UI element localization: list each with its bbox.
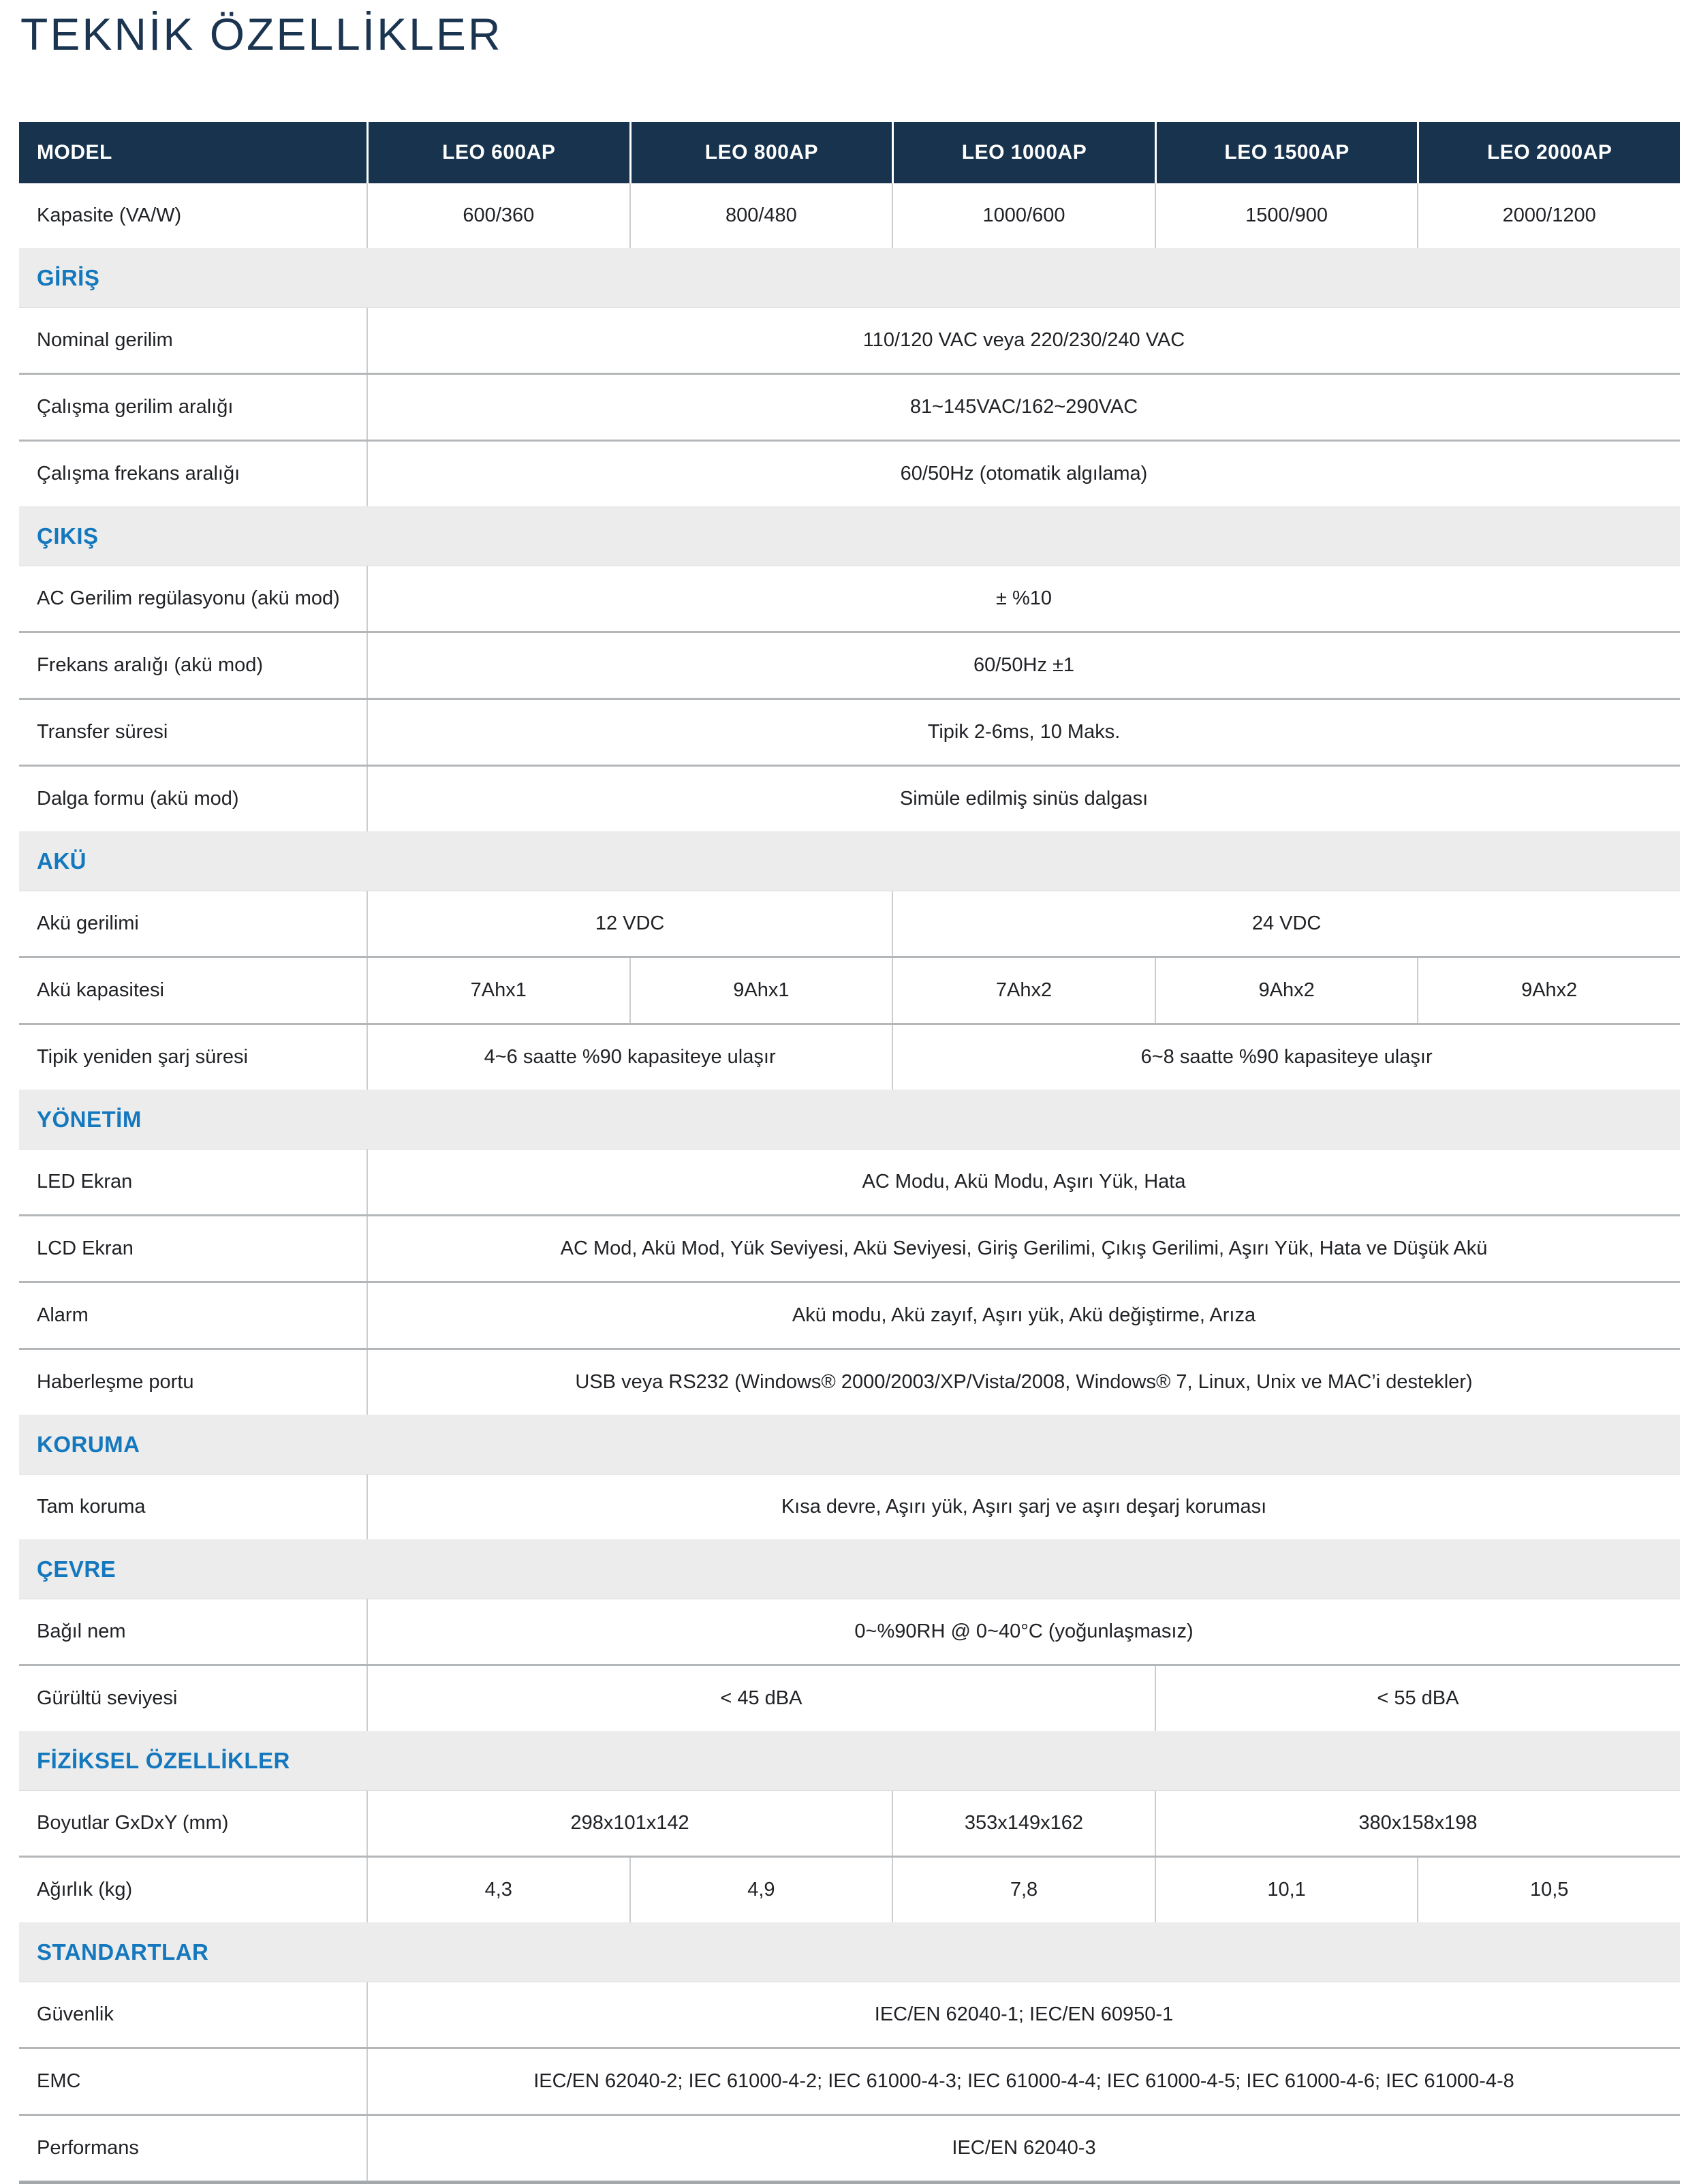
spec-value-cell: AC Modu, Akü Modu, Aşırı Yük, Hata bbox=[367, 1150, 1680, 1214]
section-title: ÇIKIŞ bbox=[37, 523, 99, 549]
spec-row bbox=[19, 765, 1680, 831]
spec-row-label: LCD Ekran bbox=[37, 1237, 134, 1260]
spec-value-cell: Akü modu, Akü zayıf, Aşırı yük, Akü değiştirme, Arıza bbox=[367, 1283, 1680, 1348]
spec-value-cell: IEC/EN 62040-3 bbox=[367, 2116, 1680, 2181]
spec-row-label: Bağıl nem bbox=[37, 1620, 126, 1643]
spec-row-label: Güvenlik bbox=[37, 2003, 114, 2026]
spec-row bbox=[19, 307, 1680, 373]
spec-row-label: Tipik yeniden şarj süresi bbox=[37, 1046, 248, 1068]
spec-row bbox=[19, 2114, 1680, 2181]
section-band-row bbox=[19, 831, 1680, 891]
page bbox=[0, 11, 1699, 2184]
spec-value-cell: 4,3 bbox=[367, 1858, 629, 1922]
spec-row-label: EMC bbox=[37, 2070, 81, 2093]
header-model-label: MODEL bbox=[37, 141, 112, 164]
spec-row-label: LED Ekran bbox=[37, 1171, 133, 1193]
header-model-column: LEO 1000AP bbox=[892, 122, 1155, 183]
spec-value-cell: 4,9 bbox=[629, 1858, 892, 1922]
section-band-row bbox=[19, 506, 1680, 566]
spec-row bbox=[19, 1214, 1680, 1281]
spec-value-cell: 7,8 bbox=[892, 1858, 1155, 1922]
spec-value-cell: 4~6 saatte %90 kapasiteye ulaşır bbox=[367, 1025, 892, 1090]
spec-value-cell: 1500/900 bbox=[1155, 183, 1418, 248]
section-title: KORUMA bbox=[37, 1431, 140, 1457]
spec-value-cell: Kısa devre, Aşırı yük, Aşırı şarj ve aşırı deşarj koruması bbox=[367, 1475, 1680, 1539]
spec-value-cell: IEC/EN 62040-1; IEC/EN 60950-1 bbox=[367, 1982, 1680, 2047]
spec-row-label: Akü gerilimi bbox=[37, 912, 139, 935]
spec-row bbox=[19, 698, 1680, 765]
spec-row-label: Boyutlar GxDxY (mm) bbox=[37, 1812, 229, 1834]
spec-row-label: Akü kapasitesi bbox=[37, 979, 164, 1002]
spec-row-label: Dalga formu (akü mod) bbox=[37, 788, 239, 810]
spec-row bbox=[19, 1790, 1680, 1856]
section-title: STANDARTLAR bbox=[37, 1939, 209, 1965]
spec-value-cell: 60/50Hz (otomatik algılama) bbox=[367, 442, 1680, 506]
spec-row-label: Transfer süresi bbox=[37, 721, 168, 743]
spec-row bbox=[19, 1856, 1680, 1922]
spec-value-cell: 6~8 saatte %90 kapasiteye ulaşır bbox=[892, 1025, 1680, 1090]
spec-row bbox=[19, 631, 1680, 698]
spec-value-cell: 2000/1200 bbox=[1417, 183, 1680, 248]
spec-row bbox=[19, 440, 1680, 506]
header-model-column: LEO 800AP bbox=[629, 122, 892, 183]
spec-value-cell: 81~145VAC/162~290VAC bbox=[367, 375, 1680, 440]
spec-row bbox=[19, 1982, 1680, 2047]
spec-row bbox=[19, 373, 1680, 440]
spec-value-cell: 7Ahx2 bbox=[892, 958, 1155, 1023]
spec-row-label: Haberleşme portu bbox=[37, 1371, 194, 1394]
spec-row-label: Tam koruma bbox=[37, 1496, 146, 1518]
spec-value-cell: Simüle edilmiş sinüs dalgası bbox=[367, 767, 1680, 831]
spec-row bbox=[19, 891, 1680, 956]
section-title: AKÜ bbox=[37, 848, 87, 874]
spec-row-label: Ağırlık (kg) bbox=[37, 1879, 133, 1901]
section-title: GİRİŞ bbox=[37, 264, 100, 290]
spec-value-cell: 0~%90RH @ 0~40°C (yoğunlaşmasız) bbox=[367, 1599, 1680, 1664]
page-title: TEKNİK ÖZELLİKLER bbox=[20, 9, 503, 59]
spec-value-cell: USB veya RS232 (Windows® 2000/2003/XP/Vista/2008, Windows® 7, Linux, Unix ve MAC’i destekler) bbox=[367, 1350, 1680, 1415]
spec-row-label: Frekans aralığı (akü mod) bbox=[37, 654, 264, 677]
section-title: FİZİKSEL ÖZELLİKLER bbox=[37, 1747, 290, 1773]
section-title: YÖNETİM bbox=[37, 1106, 142, 1132]
spec-value-cell: 9Ahx1 bbox=[629, 958, 892, 1023]
section-title: ÇEVRE bbox=[37, 1556, 116, 1582]
spec-value-cell: 380x158x198 bbox=[1155, 1791, 1680, 1856]
header-model-column: LEO 1500AP bbox=[1155, 122, 1418, 183]
spec-value-cell: < 55 dBA bbox=[1155, 1666, 1680, 1731]
spec-row bbox=[19, 566, 1680, 631]
spec-row bbox=[19, 1023, 1680, 1090]
spec-value-cell: < 45 dBA bbox=[367, 1666, 1155, 1731]
section-band-row bbox=[19, 1539, 1680, 1599]
spec-value-cell: 1000/600 bbox=[892, 183, 1155, 248]
spec-value-cell: ± %10 bbox=[367, 566, 1680, 631]
spec-row-label: Çalışma gerilim aralığı bbox=[37, 396, 234, 418]
section-band-row bbox=[19, 1922, 1680, 1982]
spec-row bbox=[19, 1664, 1680, 1731]
spec-value-cell: IEC/EN 62040-2; IEC 61000-4-2; IEC 61000-4-3; IEC 61000-4-4; IEC 61000-4-5; IEC 61000-4-6; IEC 61000-4-8 bbox=[367, 2049, 1680, 2114]
spec-row-label: Çalışma frekans aralığı bbox=[37, 463, 240, 485]
spec-value-cell: 24 VDC bbox=[892, 891, 1680, 956]
section-band-row bbox=[19, 1090, 1680, 1149]
section-band-row bbox=[19, 1731, 1680, 1790]
spec-row-label: AC Gerilim regülasyonu (akü mod) bbox=[37, 587, 340, 610]
spec-value-cell: 800/480 bbox=[629, 183, 892, 248]
spec-table bbox=[19, 122, 1680, 2184]
spec-row bbox=[19, 1149, 1680, 1214]
spec-value-cell: 9Ahx2 bbox=[1155, 958, 1418, 1023]
spec-value-cell: Tipik 2-6ms, 10 Maks. bbox=[367, 700, 1680, 765]
spec-value-cell: 12 VDC bbox=[367, 891, 892, 956]
table-header-row bbox=[19, 122, 1680, 183]
spec-value-cell: AC Mod, Akü Mod, Yük Seviyesi, Akü Seviyesi, Giriş Gerilimi, Çıkış Gerilimi, Aşırı Yük, Hata ve Düşük Akü bbox=[367, 1216, 1680, 1281]
spec-value-cell: 298x101x142 bbox=[367, 1791, 892, 1856]
header-model-column: LEO 600AP bbox=[367, 122, 629, 183]
spec-row bbox=[19, 956, 1680, 1023]
spec-value-cell: 10,5 bbox=[1417, 1858, 1680, 1922]
spec-row-label: Alarm bbox=[37, 1304, 89, 1327]
spec-row bbox=[19, 2047, 1680, 2114]
spec-value-cell: 9Ahx2 bbox=[1417, 958, 1680, 1023]
spec-row-label: Gürültü seviyesi bbox=[37, 1687, 178, 1710]
section-band-row bbox=[19, 248, 1680, 307]
spec-row bbox=[19, 1281, 1680, 1348]
spec-row-label: Kapasite (VA/W) bbox=[37, 204, 182, 227]
spec-value-cell: 600/360 bbox=[367, 183, 629, 248]
spec-value-cell: 7Ahx1 bbox=[367, 958, 629, 1023]
spec-row-label: Performans bbox=[37, 2137, 139, 2159]
header-model-column: LEO 2000AP bbox=[1417, 122, 1680, 183]
spec-row bbox=[19, 183, 1680, 248]
spec-row bbox=[19, 1474, 1680, 1539]
section-band-row bbox=[19, 1415, 1680, 1474]
spec-row-label: Nominal gerilim bbox=[37, 329, 173, 352]
spec-value-cell: 353x149x162 bbox=[892, 1791, 1155, 1856]
spec-value-cell: 110/120 VAC veya 220/230/240 VAC bbox=[367, 308, 1680, 373]
spec-row bbox=[19, 1599, 1680, 1664]
spec-row bbox=[19, 1348, 1680, 1415]
spec-value-cell: 10,1 bbox=[1155, 1858, 1418, 1922]
spec-value-cell: 60/50Hz ±1 bbox=[367, 633, 1680, 698]
